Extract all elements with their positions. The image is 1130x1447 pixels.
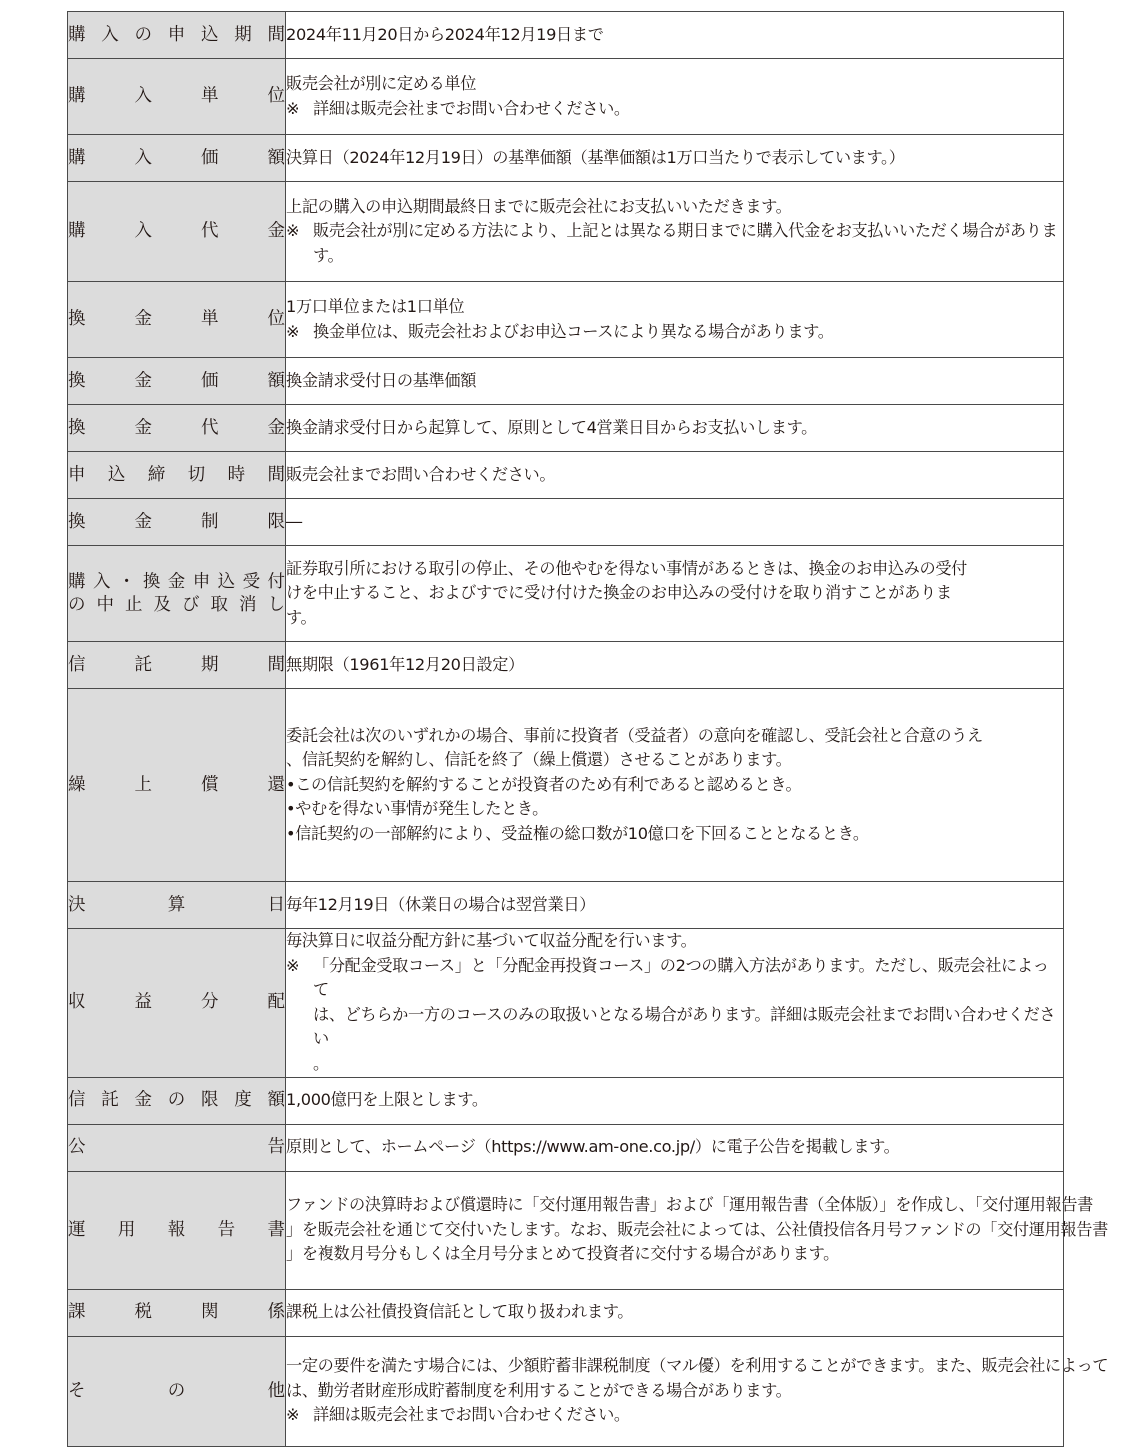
value-line	[286, 929, 1063, 954]
row-label	[68, 689, 286, 882]
value-text: •この信託契約を解約することが投資者のため有利であると認めるとき。	[286, 774, 802, 794]
row-label	[68, 1124, 286, 1171]
table-row	[68, 689, 1064, 882]
value-line	[286, 653, 1063, 678]
value-text: 換金請求受付日の基準価額	[286, 370, 477, 390]
value-line	[286, 23, 1063, 48]
value-text: 課税上は公社債投資信託として取り扱われます。	[286, 1302, 634, 1322]
row-label-line: そ の 他	[68, 1380, 285, 1401]
value-line	[286, 773, 1063, 798]
value-text: 証券取引所における取引の停止、その他やむを得ない事情があるときは、換金のお申込みの受付 けを中止すること、およびすでに受け付けた換金のお申込みの受付けを取り消すことがありま す。	[286, 558, 968, 627]
note-mark: ※	[286, 955, 300, 975]
row-label-line: 信 託 金 の 限 度 額	[68, 1090, 285, 1111]
value-line	[286, 724, 1063, 773]
value-text: 決算日（2024年12月19日）の基準価額（基準価額は1万口当たりで表示しています。）	[286, 147, 905, 167]
value-line	[286, 295, 1063, 320]
row-label	[68, 59, 286, 135]
table-row	[68, 182, 1064, 282]
row-label	[68, 12, 286, 59]
table-row	[68, 929, 1064, 1078]
row-label-line: 購 入 価 額	[68, 147, 285, 168]
table-row	[68, 1124, 1064, 1171]
row-label-line: 購 入 ・ 換 金 申 込 受 付	[68, 571, 285, 592]
value-text: 2024年11月20日から2024年12月19日まで	[286, 24, 604, 44]
row-value	[286, 405, 1064, 452]
value-text: 換金単位は、販売会社およびお申込コースにより異なる場合があります。	[313, 321, 834, 341]
value-line	[286, 1088, 1063, 1113]
row-value	[286, 1077, 1064, 1124]
value-text: •信託契約の一部解約により、受益権の総口数が10億口を下回ることとなるとき。	[286, 823, 869, 843]
row-label	[68, 1077, 286, 1124]
row-label-line: 決 算 日	[68, 894, 285, 915]
note-line	[286, 97, 1063, 122]
row-label	[68, 135, 286, 182]
row-value	[286, 642, 1064, 689]
row-value	[286, 452, 1064, 499]
value-text: 上記の購入の申込期間最終日までに販売会社にお支払いいただきます。	[286, 196, 792, 216]
value-line	[286, 146, 1063, 171]
value-text: 換金請求受付日から起算して、原則として4営業日目からお支払いします。	[286, 417, 817, 437]
table-row	[68, 405, 1064, 452]
table-row	[68, 1289, 1064, 1336]
row-label-line: の 中 止 及 び 取 消 し	[68, 594, 285, 615]
note-mark: ※	[286, 98, 300, 118]
value-line	[286, 463, 1063, 488]
table-row	[68, 282, 1064, 358]
row-value	[286, 182, 1064, 282]
row-value	[286, 1124, 1064, 1171]
row-value	[286, 135, 1064, 182]
value-text: 1万口単位または1口単位	[286, 296, 465, 316]
note-line	[286, 954, 1063, 1077]
row-label	[68, 929, 286, 1078]
row-label	[68, 499, 286, 546]
value-line	[286, 1300, 1063, 1325]
value-text: 委託会社は次のいずれかの場合、事前に投資者（受益者）の意向を確認し、受託会社と合意のうえ 、信託契約を解約し、信託を終了（繰上償還）させることがあります。	[286, 725, 983, 770]
row-value	[286, 12, 1064, 59]
row-label-line: 収 益 分 配	[68, 992, 285, 1013]
row-value	[286, 929, 1064, 1078]
value-line	[286, 557, 1063, 631]
row-label	[68, 642, 286, 689]
table-row	[68, 12, 1064, 59]
row-label	[68, 1171, 286, 1289]
value-text: •やむを得ない事情が発生したとき。	[286, 799, 548, 819]
row-label-line: 換 金 代 金	[68, 417, 285, 438]
table-row	[68, 642, 1064, 689]
row-value	[286, 1171, 1108, 1289]
value-line	[286, 72, 1063, 97]
row-label-line: 申 込 締 切 時 間	[68, 464, 285, 485]
row-value	[286, 59, 1064, 135]
row-label-line: 購 入 の 申 込 期 間	[68, 24, 285, 45]
value-text: 「分配金受取コース」と「分配金再投資コース」の2つの購入方法があります。ただし、販売会社によって は、どちらか一方のコースのみの取扱いとなる場合があります。詳細は販売会社までお問い合わせください 。	[313, 955, 1056, 1073]
value-text: 販売会社が別に定める単位	[286, 73, 477, 93]
table-row	[68, 59, 1064, 135]
row-label	[68, 452, 286, 499]
value-text: 詳細は販売会社までお問い合わせください。	[313, 98, 630, 118]
row-value	[286, 689, 1064, 882]
note-line	[286, 1403, 1063, 1428]
value-line	[286, 416, 1063, 441]
value-text: 無期限（1961年12月20日設定）	[286, 654, 524, 674]
value-text: ファンドの決算時および償還時に「交付運用報告書」および「運用報告書（全体版）」を作成し、「交付運用報告書 」を販売会社を通じて交付いたします。なお、販売会社によっては、公社債投信各月号ファンドの「交付運用報告書 」を複数月号分もしくは全月号分まとめて投資者に交付する場合があります。	[286, 1195, 1108, 1264]
value-text: 一定の要件を満たす場合には、少額貯蓄非課税制度（マル優）を利用することができます。また、販売会社によって は、勤労者財産形成貯蓄制度を利用することができる場合があります。	[286, 1356, 1109, 1400]
value-line	[286, 369, 1063, 394]
value-text: 原則として、ホームページ（https://www.am-one.co.jp/）に電子公告を掲載します。	[286, 1137, 900, 1157]
row-label-line: 信 託 期 間	[68, 654, 285, 675]
table-row	[68, 1336, 1064, 1446]
row-label-line: 換 金 価 額	[68, 370, 285, 391]
value-line	[286, 1135, 1063, 1160]
value-line	[286, 510, 1063, 535]
row-label	[68, 182, 286, 282]
value-text: 販売会社までお問い合わせください。	[286, 464, 556, 484]
note-mark: ※	[286, 1405, 300, 1425]
row-label-line: 購 入 代 金	[68, 221, 285, 241]
row-label	[68, 282, 286, 358]
row-value	[286, 1289, 1064, 1336]
note-mark: ※	[286, 321, 300, 341]
value-line	[286, 1354, 1109, 1403]
row-label-line: 運 用 報 告 書	[68, 1219, 285, 1240]
note-line	[286, 219, 1063, 268]
value-line	[286, 797, 1063, 822]
row-label	[68, 1289, 286, 1336]
table-row	[68, 358, 1064, 405]
row-label	[68, 1336, 286, 1446]
row-value	[286, 546, 1064, 642]
value-text: 毎年12月19日（休業日の場合は翌営業日）	[286, 894, 596, 914]
row-value	[286, 282, 1064, 358]
value-line	[286, 893, 1063, 918]
value-text: 詳細は販売会社までお問い合わせください。	[313, 1405, 630, 1425]
row-value	[286, 882, 1064, 929]
table-row	[68, 1077, 1064, 1124]
value-text: ―	[286, 511, 302, 531]
table-row	[68, 882, 1064, 929]
table-row	[68, 546, 1064, 642]
value-line	[286, 822, 1063, 847]
fund-terms-table	[67, 11, 1109, 1447]
row-label-line: 換 金 単 位	[68, 309, 285, 329]
value-text: 毎決算日に収益分配方針に基づいて収益分配を行います。	[286, 931, 697, 950]
note-mark: ※	[286, 221, 300, 241]
row-label	[68, 405, 286, 452]
table-row	[68, 135, 1064, 182]
note-line	[286, 320, 1063, 345]
row-label-line: 繰 上 償 還	[68, 774, 285, 795]
row-label-line: 購 入 単 位	[68, 86, 285, 106]
table-row	[68, 499, 1064, 546]
row-value	[286, 1336, 1109, 1446]
value-text: 販売会社が別に定める方法により、上記とは異なる期日までに購入代金をお支払いいただく場合があります。	[313, 221, 1058, 265]
value-text: 1,000億円を上限とします。	[286, 1090, 488, 1110]
table-row	[68, 452, 1064, 499]
row-label-line: 課 税 関 係	[68, 1302, 285, 1323]
row-value	[286, 499, 1064, 546]
value-line	[286, 195, 1063, 220]
row-label	[68, 882, 286, 929]
row-label	[68, 358, 286, 405]
row-value	[286, 358, 1064, 405]
row-label-line: 公 告	[68, 1137, 285, 1158]
value-line	[286, 1193, 1108, 1267]
row-label-line: 換 金 制 限	[68, 511, 285, 532]
row-label	[68, 546, 286, 642]
table-row	[68, 1171, 1064, 1289]
